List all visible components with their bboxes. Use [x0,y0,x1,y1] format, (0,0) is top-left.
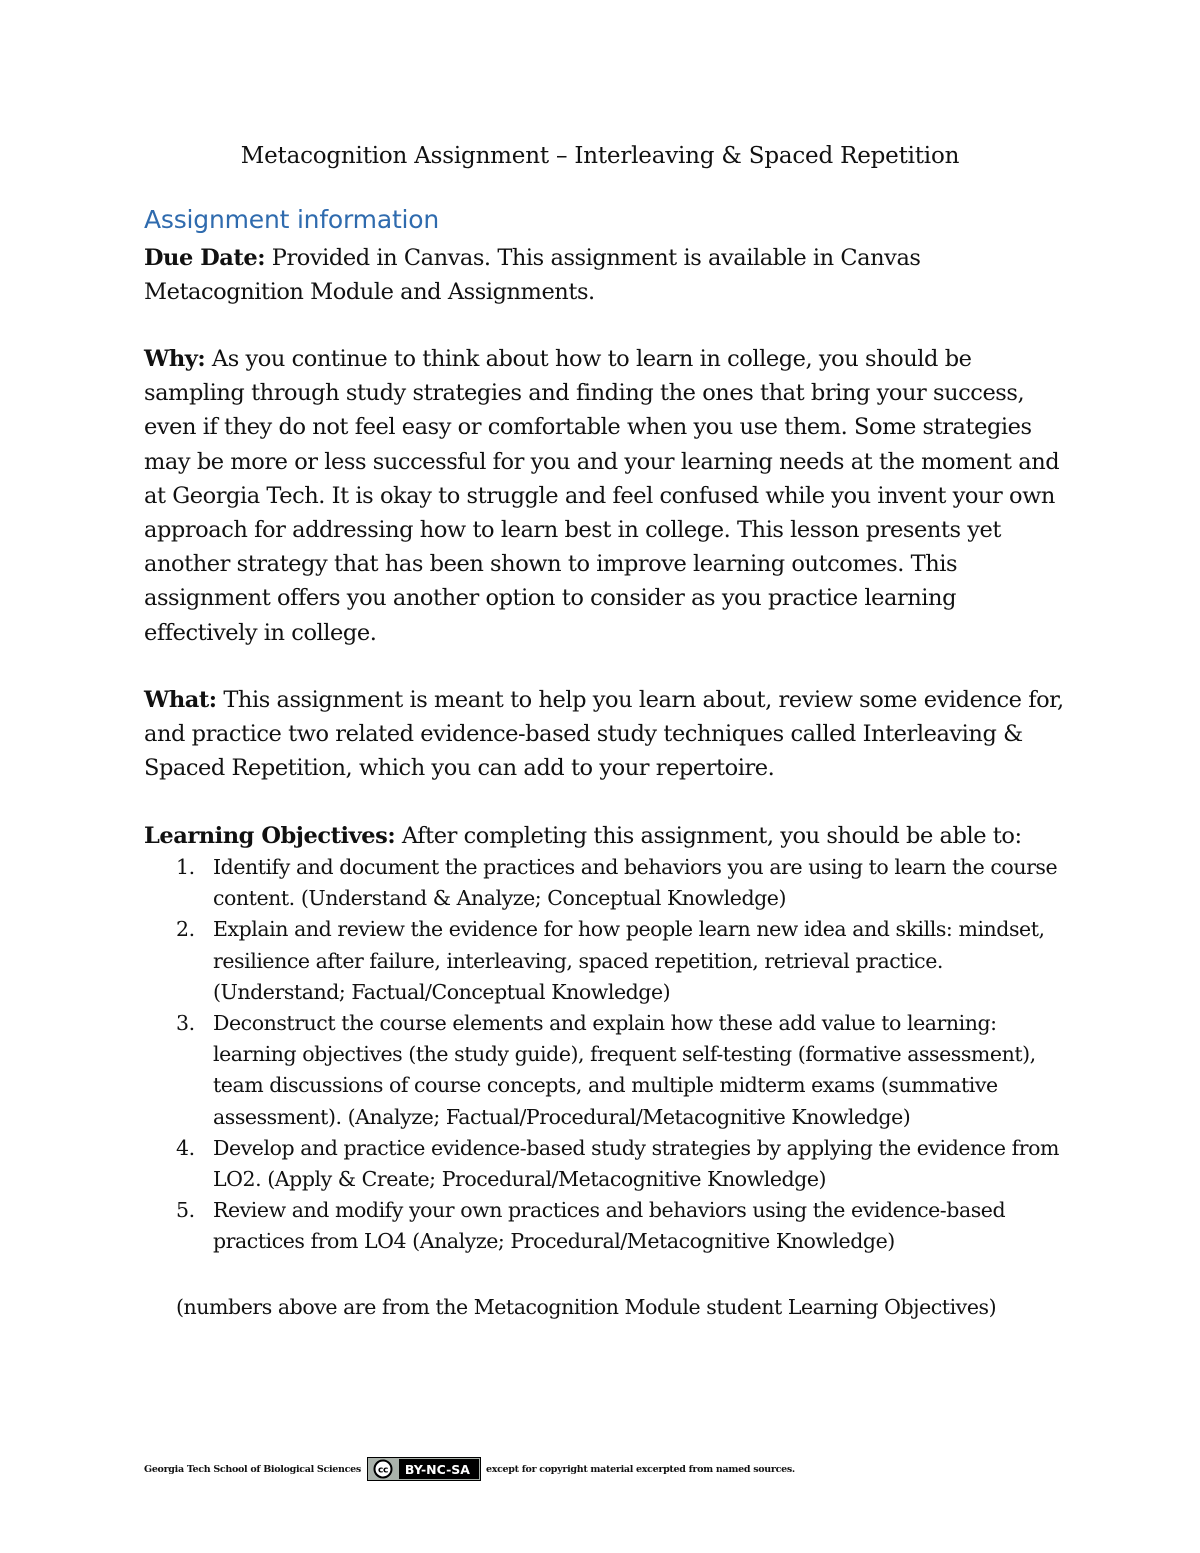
list-item [0,852,1073,914]
learning-objectives-list [0,852,1200,1258]
list-item [0,1195,1073,1257]
learning-objectives-note: (numbers above are from the Metacognition Module student Learning Objectives) [176,1295,997,1319]
section-heading: Assignment information [144,205,440,234]
list-item-text: Explain and review the evidence for how people learn new idea and skills: mindset, resilience after failure, interleaving, spaced repetition, retrieval practice. (Understand; Factual/Conceptual Knowledge) [213,917,1045,1004]
license-logo-text: cc [377,1465,388,1476]
list-item [0,1133,1073,1195]
learning-objectives-intro-text: After completing this assignment, you should be able to: [395,823,1022,849]
list-item-number: 2. [176,917,195,942]
due-date-label: Due Date: [144,245,266,271]
footer-license-note: except for copyright material excerpted from named sources. [485,1463,795,1475]
list-item [0,914,1073,1008]
list-item-number: 1. [176,855,195,879]
list-item-text: Deconstruct the course elements and explain how these add value to learning: learning objectives (the study guide), frequent self-testing (formative assessment), team discussions of course concepts, and multiple midterm exams (summative assessment). (Analyze; Factual/Procedural/Metacognitive Knowledge) [213,1011,1036,1129]
why-paragraph [144,342,1064,650]
license-badge-text: BY-NC-SA [398,1458,480,1480]
footer-institution: Georgia Tech School of Biological Sciences [144,1463,361,1475]
list-item-number: 5. [176,1198,195,1223]
due-date-text: Provided in Canvas. This assignment is available in Canvas Metacognition Module and Assignments. [144,245,921,306]
what-label: What: [144,687,217,713]
list-item-text: Develop and practice evidence-based study strategies by applying the evidence from LO2. (Apply & Create; Procedural/Metacognitive Knowledge) [213,1135,1059,1192]
learning-objectives-intro [144,819,1064,853]
list-item [0,1008,1073,1133]
what-paragraph [144,683,1064,786]
due-date-paragraph [144,241,1064,309]
creative-commons-icon [368,1458,398,1480]
list-item-text: Review and modify your own practices and behaviors using the evidence-based practices from LO4 (Analyze; Procedural/Metacognitive Knowledge) [213,1198,1006,1254]
page-footer [144,1457,795,1481]
learning-objectives-label: Learning Objectives: [144,823,396,849]
document-title: Metacognition Assignment – Interleaving & Spaced Repetition [240,143,960,169]
what-text: This assignment is meant to help you learn about, review some evidence for, and practice two related evidence-based study techniques called Interleaving & Spaced Repetition, which you can add to your repertoire. [144,687,1064,782]
why-label: Why: [144,346,206,372]
list-item-number: 4. [176,1135,195,1160]
list-item-text: Identify and document the practices and behaviors you are using to learn the course content. (Understand & Analyze; Conceptual Knowledge) [213,855,1058,911]
license-badge [367,1457,481,1481]
list-item-number: 3. [176,1011,195,1036]
why-text: As you continue to think about how to learn in college, you should be sampling through study strategies and finding the ones that bring your success, even if they do not feel easy or comfortable when you use them. Some strategies may be more or less successful for you and your learning needs at the moment and at Georgia Tech. It is okay to struggle and feel confused while you invent your own approach for addressing how to learn best in college. This lesson presents yet another strategy that has been shown to improve learning outcomes. This assignment offers you another option to consider as you practice learning effectively in college. [144,346,1060,646]
